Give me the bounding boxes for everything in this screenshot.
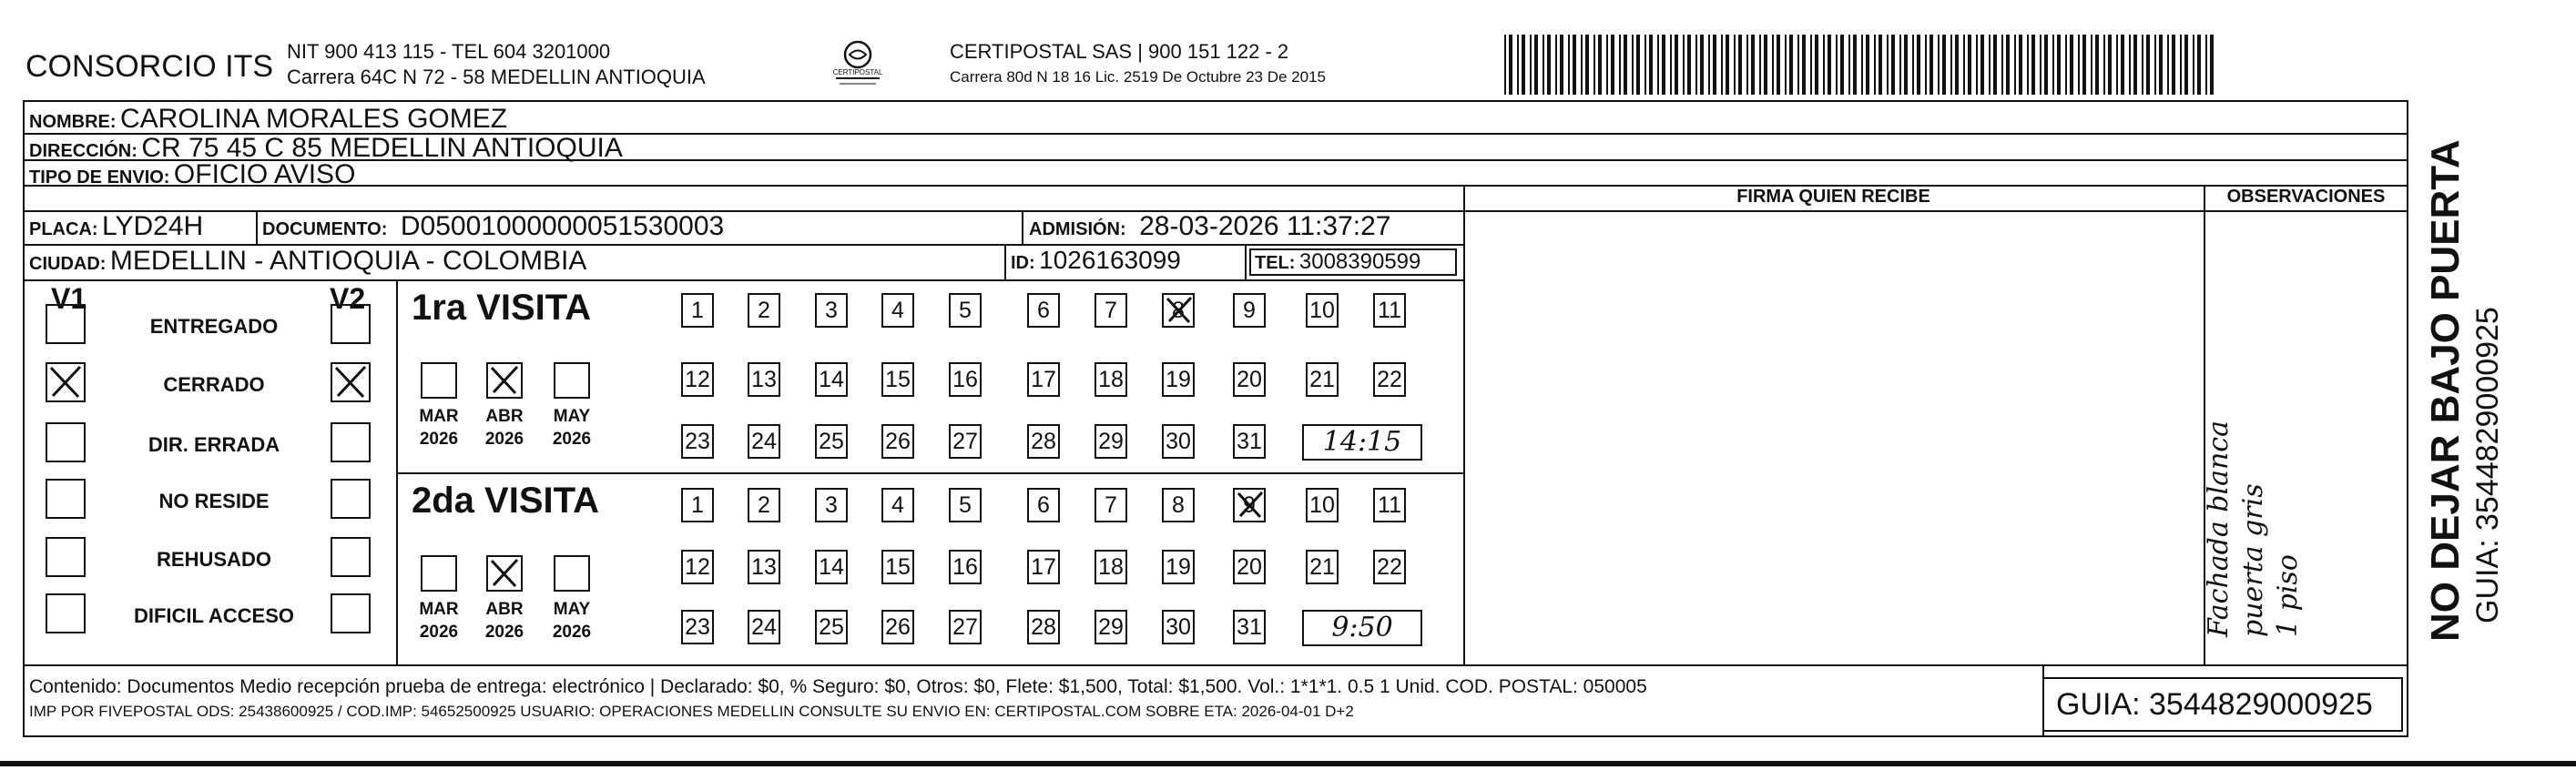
day-box: 20	[1233, 362, 1266, 397]
documento-value: D05001000000051530003	[400, 211, 725, 241]
day-box: 16	[949, 362, 982, 397]
day-box: 5	[949, 293, 982, 328]
barcode-bar	[1649, 35, 1653, 95]
direccion-value: CR 75 45 C 85 MEDELLIN ANTIOQUIA	[141, 133, 623, 163]
day-box: 30	[1162, 424, 1195, 459]
day-box: 7	[1095, 488, 1127, 522]
day-box: 8	[1162, 293, 1195, 328]
barcode-bar	[2133, 35, 2137, 95]
barcode-bar	[1522, 35, 1525, 95]
month-checkbox	[486, 362, 523, 399]
barcode-bar	[1670, 35, 1672, 95]
barcode-bar	[1989, 35, 1991, 95]
placa-row	[29, 213, 203, 240]
day-box: 17	[1027, 550, 1060, 584]
month-checkbox	[486, 555, 523, 592]
barcode-bar	[1555, 35, 1557, 95]
barcode-bar	[1828, 35, 1831, 95]
v1-label: V1	[51, 282, 87, 315]
day-box: 15	[881, 362, 914, 397]
barcode-bar	[1611, 35, 1614, 95]
x-mark-icon	[488, 557, 521, 590]
barcode-bar	[2103, 35, 2105, 95]
barcode-bar	[1899, 35, 1901, 95]
day-box: 25	[815, 424, 848, 459]
day-box: 28	[1027, 424, 1060, 459]
id-value: 1026163099	[1039, 246, 1181, 274]
ciudad-row	[29, 248, 586, 275]
day-box: 2	[748, 488, 780, 522]
barcode-bar	[1695, 35, 1697, 95]
barcode-bar	[2159, 35, 2163, 95]
barcode-bar	[1879, 35, 1882, 95]
v2-checkbox	[331, 422, 371, 462]
barcode-bar	[2040, 35, 2041, 95]
day-box: 13	[748, 362, 780, 397]
barcode-bar	[1942, 35, 1946, 95]
barcode-bar	[1917, 35, 1920, 95]
v2-checkbox	[331, 537, 371, 577]
tel-value: 3008390599	[1298, 249, 1421, 274]
barcode-bar	[1772, 35, 1774, 95]
barcode-bar	[1593, 35, 1595, 95]
month-label: ABR	[485, 407, 524, 426]
barcode-bar	[1802, 35, 1806, 95]
status-label: CERRADO	[163, 373, 265, 396]
barcode-bar	[1708, 35, 1710, 95]
barcode-bar	[1644, 35, 1646, 95]
status-label: REHUSADO	[157, 548, 271, 571]
v2-checkbox	[331, 362, 371, 402]
company-nit: NIT 900 413 115 - TEL 604 3201000	[287, 40, 611, 63]
month-year: 2026	[552, 623, 592, 642]
tel-row	[1255, 251, 1420, 273]
day-box: 28	[1027, 610, 1060, 644]
barcode-bar	[1904, 35, 1908, 95]
day-box: 14	[815, 550, 848, 584]
x-mark-icon	[1164, 295, 1195, 326]
company-name: CONSORCIO ITS	[25, 49, 274, 84]
day-box: 31	[1233, 610, 1266, 644]
barcode-bar	[1746, 35, 1748, 95]
barcode-bar	[2167, 35, 2169, 95]
day-box: 12	[681, 550, 714, 584]
barcode-bar	[1530, 35, 1532, 95]
no-dejar-bajo-puerta: NO DEJAR BAJO PUERTA	[2423, 139, 2468, 642]
barcode-bar	[2001, 35, 2003, 95]
id-label: ID:	[1011, 253, 1035, 273]
barcode-bar	[1598, 35, 1602, 95]
day-box: 16	[949, 550, 982, 584]
day-box: 18	[1095, 362, 1127, 397]
day-box: 26	[881, 424, 914, 459]
barcode-bar	[1887, 35, 1889, 95]
day-box: 24	[748, 424, 780, 459]
documento-label: DOCUMENTO:	[262, 219, 388, 239]
day-box: 3	[815, 293, 848, 328]
v1-checkbox	[46, 479, 86, 519]
barcode-bar	[2116, 35, 2118, 95]
day-box: 17	[1027, 362, 1060, 397]
day-box: 2	[748, 293, 780, 328]
day-box: 26	[881, 610, 914, 644]
barcode-bar	[1751, 35, 1755, 95]
barcode-bar	[2146, 35, 2150, 95]
barcode-bar	[1938, 35, 1940, 95]
barcode-bar	[1547, 35, 1551, 95]
day-box: 21	[1306, 550, 1339, 584]
day-box: 31	[1233, 424, 1266, 459]
v2-checkbox	[331, 479, 371, 519]
admision-value: 28-03-2026 11:37:27	[1139, 211, 1391, 241]
month-label: MAR	[419, 407, 459, 426]
barcode	[1504, 35, 2222, 95]
barcode-bar	[2091, 35, 2092, 95]
day-box: 13	[748, 550, 780, 584]
barcode-bar	[2193, 35, 2194, 95]
barcode-bar	[2121, 35, 2124, 95]
barcode-bar	[1700, 35, 1704, 95]
barcode-bar	[2142, 35, 2143, 95]
barcode-bar	[1636, 35, 1640, 95]
barcode-bar	[2078, 35, 2080, 95]
month-label: MAR	[419, 600, 459, 619]
month-label: MAY	[553, 600, 591, 619]
month-year: 2026	[552, 430, 592, 449]
certipostal-logo	[830, 38, 885, 89]
barcode-bar	[1581, 35, 1583, 95]
barcode-bar	[1726, 35, 1729, 95]
nombre-row	[29, 106, 507, 133]
barcode-bar	[1929, 35, 1933, 95]
footer-guia: GUIA: 3544829000925	[2056, 687, 2373, 722]
admision-row	[1029, 213, 1390, 240]
day-box: 10	[1306, 488, 1339, 522]
month-year: 2026	[484, 623, 524, 642]
barcode-bar	[1687, 35, 1691, 95]
barcode-bar	[1891, 35, 1895, 95]
barcode-bar	[1993, 35, 1997, 95]
barcode-bar	[2205, 35, 2207, 95]
side-text	[2422, 132, 2540, 642]
observacion-line-3: 1 piso	[2272, 554, 2304, 637]
barcode-bar	[1543, 35, 1544, 95]
month-label: ABR	[485, 600, 524, 619]
barcode-bar	[1517, 35, 1519, 95]
v1-checkbox	[46, 362, 86, 402]
day-box: 6	[1027, 488, 1060, 522]
day-box: 18	[1095, 550, 1127, 584]
direccion-row	[29, 135, 623, 162]
barcode-bar	[2197, 35, 2201, 95]
v2-checkbox	[331, 304, 371, 344]
tel-label: TEL:	[1255, 253, 1296, 273]
month-label: MAY	[553, 407, 591, 426]
day-box: 11	[1373, 488, 1406, 522]
nombre-label: NOMBRE:	[29, 112, 117, 132]
day-box: 5	[949, 488, 982, 522]
day-box: 24	[748, 610, 780, 644]
day-box: 25	[815, 610, 848, 644]
direccion-label: DIRECCIÓN:	[29, 141, 137, 161]
day-box: 15	[881, 550, 914, 584]
barcode-bar	[1789, 35, 1793, 95]
barcode-bar	[1606, 35, 1608, 95]
barcode-bar	[1874, 35, 1876, 95]
month-year: 2026	[419, 430, 459, 449]
barcode-bar	[1823, 35, 1825, 95]
day-box: 14	[815, 362, 848, 397]
day-box: 9	[1233, 488, 1266, 522]
barcode-bar	[1619, 35, 1621, 95]
barcode-bar	[2006, 35, 2010, 95]
day-box: 23	[681, 424, 714, 459]
day-box: 10	[1306, 293, 1339, 328]
barcode-bar	[1815, 35, 1818, 95]
tipo-label: TIPO DE ENVIO:	[29, 167, 170, 187]
barcode-bar	[1534, 35, 1538, 95]
barcode-bar	[2044, 35, 2048, 95]
barcode-bar	[2108, 35, 2112, 95]
day-box: 22	[1373, 550, 1406, 584]
visit-time-box: 14:15	[1302, 424, 1422, 461]
v2-checkbox	[331, 593, 371, 633]
barcode-bar	[2027, 35, 2029, 95]
barcode-bar	[1925, 35, 1927, 95]
day-box: 1	[681, 293, 714, 328]
barcode-bar	[1585, 35, 1589, 95]
barcode-bar	[1777, 35, 1780, 95]
day-box: 12	[681, 362, 714, 397]
v1-checkbox	[46, 537, 86, 577]
barcode-bar	[2154, 35, 2156, 95]
barcode-bar	[2095, 35, 2099, 95]
barcode-bar	[1848, 35, 1850, 95]
day-box: 19	[1162, 362, 1195, 397]
barcode-bar	[2129, 35, 2131, 95]
barcode-bar	[2057, 35, 2061, 95]
day-box: 7	[1095, 293, 1127, 328]
placa-value: LYD24H	[102, 211, 204, 241]
documento-row	[262, 213, 724, 240]
barcode-bar	[1662, 35, 1665, 95]
day-box: 4	[881, 488, 914, 522]
barcode-bar	[1955, 35, 1959, 95]
barcode-bar	[2070, 35, 2073, 95]
certipostal-name: CERTIPOSTAL SAS | 900 151 122 - 2	[950, 40, 1289, 63]
x-mark-icon	[488, 364, 521, 397]
day-box: 1	[681, 488, 714, 522]
barcode-bar	[2172, 35, 2175, 95]
v2-label: V2	[330, 282, 366, 315]
day-box: 11	[1373, 293, 1406, 328]
status-label: DIR. ERRADA	[148, 433, 280, 456]
barcode-bar	[1861, 35, 1863, 95]
visit-title: 2da VISITA	[412, 481, 599, 521]
day-box: 27	[949, 424, 982, 459]
barcode-bar	[1632, 35, 1634, 95]
side-guia: GUIA: 3544829000925	[2470, 307, 2505, 623]
barcode-bar	[1504, 35, 1506, 95]
barcode-bar	[1509, 35, 1512, 95]
v1-checkbox	[46, 422, 86, 462]
observaciones-header: OBSERVACIONES	[2226, 187, 2386, 207]
barcode-bar	[1713, 35, 1716, 95]
admision-label: ADMISIÓN:	[1029, 219, 1126, 239]
month-year: 2026	[419, 623, 459, 642]
logo-text: CERTIPOSTAL	[832, 68, 883, 76]
x-mark-icon	[47, 364, 84, 400]
barcode-bar	[1734, 35, 1736, 95]
placa-label: PLACA:	[29, 219, 98, 239]
firma-header: FIRMA QUIEN RECIBE	[1736, 187, 1930, 207]
barcode-bar	[1840, 35, 1844, 95]
month-year: 2026	[484, 430, 524, 449]
barcode-bar	[2210, 35, 2214, 95]
day-box: 21	[1306, 362, 1339, 397]
barcode-bar	[1624, 35, 1627, 95]
day-box: 3	[815, 488, 848, 522]
barcode-bar	[1683, 35, 1685, 95]
ciudad-value: MEDELLIN - ANTIOQUIA - COLOMBIA	[109, 246, 587, 276]
barcode-bar	[1950, 35, 1952, 95]
day-box: 27	[949, 610, 982, 644]
page-bottom-rule	[0, 761, 2576, 766]
day-box: 20	[1233, 550, 1266, 584]
barcode-bar	[1976, 35, 1978, 95]
barcode-bar	[1866, 35, 1869, 95]
id-row	[1011, 248, 1181, 273]
day-box: 8	[1162, 488, 1195, 522]
barcode-bar	[2014, 35, 2016, 95]
barcode-bar	[2180, 35, 2182, 95]
month-checkbox	[554, 362, 590, 399]
day-box: 4	[881, 293, 914, 328]
barcode-bar	[1968, 35, 1971, 95]
barcode-bar	[1810, 35, 1812, 95]
certipostal-license: Carrera 80d N 18 16 Lic. 2519 De Octubre 23 De 2015	[950, 68, 1326, 86]
company-address: Carrera 64C N 72 - 58 MEDELLIN ANTIOQUIA	[287, 66, 706, 88]
barcode-bar	[2052, 35, 2054, 95]
barcode-bar	[2019, 35, 2022, 95]
barcode-bar	[1797, 35, 1799, 95]
barcode-bar	[2031, 35, 2035, 95]
month-checkbox	[421, 555, 457, 592]
footer-content: Contenido: Documentos Medio recepción prueba de entrega: electrónico | Declarado: $0, % Seguro: $0, Otros: $0, Flete: $1,500, Total: $1,500. Vol.: 1*1*1. 0.5 1 Unid. COD. POSTAL: 050005	[29, 676, 1647, 697]
month-checkbox	[421, 362, 457, 399]
day-box: 23	[681, 610, 714, 644]
barcode-bar	[1721, 35, 1723, 95]
barcode-bar	[1963, 35, 1965, 95]
barcode-bar	[1738, 35, 1742, 95]
day-box: 19	[1162, 550, 1195, 584]
visit-title: 1ra VISITA	[412, 288, 592, 328]
ciudad-label: CIUDAD:	[29, 254, 107, 274]
day-box: 30	[1162, 610, 1195, 644]
barcode-bar	[1568, 35, 1570, 95]
barcode-bar	[2184, 35, 2188, 95]
observacion-line-2: puerta gris	[2237, 483, 2269, 637]
barcode-bar	[1980, 35, 1984, 95]
barcode-bar	[2082, 35, 2086, 95]
day-box: 29	[1095, 610, 1127, 644]
day-box: 22	[1373, 362, 1406, 397]
barcode-bar	[1853, 35, 1857, 95]
barcode-bar	[1573, 35, 1576, 95]
month-checkbox	[554, 555, 590, 592]
day-box: 9	[1233, 293, 1266, 328]
barcode-bar	[1764, 35, 1767, 95]
barcode-bar	[1785, 35, 1787, 95]
x-mark-icon	[332, 364, 369, 400]
footer-imp: IMP POR FIVEPOSTAL ODS: 25438600925 / COD.IMP: 54652500925 USUARIO: OPERACIONES MEDELLIN CONSULTE SU ENVIO EN: CERTIPOSTAL.COM SOBRE ETA: 2026-04-01 D+2	[29, 703, 1354, 720]
observacion-line-1: Fachada blanca	[2203, 420, 2235, 637]
barcode-bar	[1759, 35, 1761, 95]
nombre-value: CAROLINA MORALES GOMEZ	[120, 104, 508, 134]
status-label: DIFICIL ACCESO	[133, 604, 294, 627]
v1-checkbox	[46, 304, 86, 344]
x-mark-icon	[1235, 490, 1266, 521]
barcode-bar	[2065, 35, 2067, 95]
day-box: 6	[1027, 293, 1060, 328]
barcode-bar	[1912, 35, 1914, 95]
visit-time-box: 9:50	[1302, 610, 1422, 646]
v1-checkbox	[46, 593, 86, 633]
barcode-bar	[1836, 35, 1838, 95]
barcode-bar	[1675, 35, 1678, 95]
barcode-bar	[1657, 35, 1659, 95]
tipo-value: OFICIO AVISO	[173, 159, 356, 189]
day-box: 29	[1095, 424, 1127, 459]
status-label: NO RESIDE	[158, 490, 270, 512]
barcode-bar	[1560, 35, 1563, 95]
tipo-row	[29, 161, 355, 188]
observaciones-handwriting	[2202, 182, 2311, 637]
status-label: ENTREGADO	[149, 315, 279, 338]
